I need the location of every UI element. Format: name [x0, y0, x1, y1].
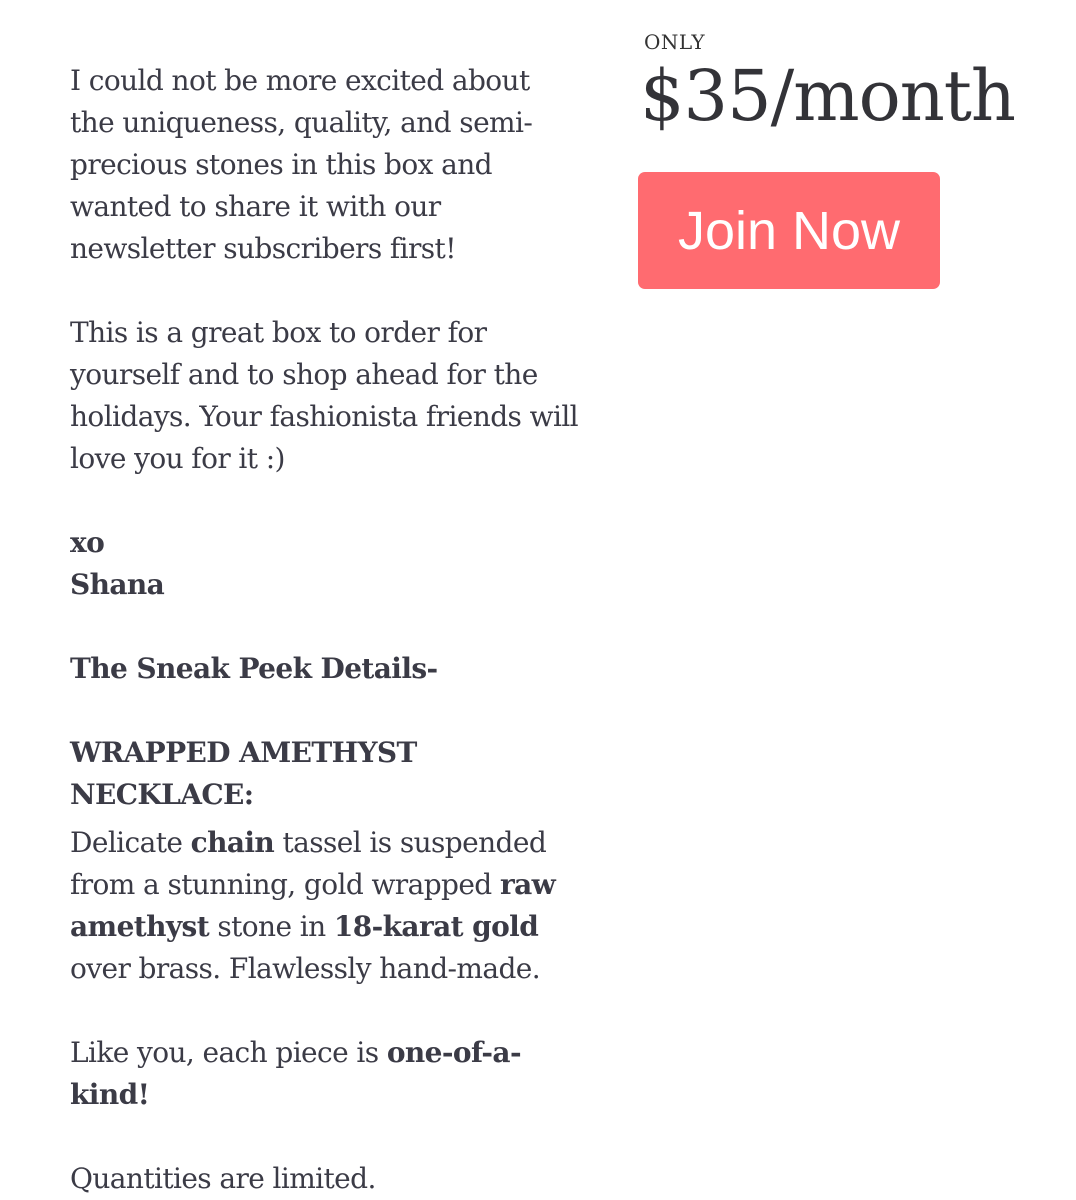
only-label: ONLY: [644, 30, 706, 54]
signoff-xo: xo: [70, 526, 105, 559]
product-description: Delicate chain tassel is suspended from a stunning, gold wrapped raw amethyst stone in 18-karat gold over brass. Flawlessly hand-made.: [70, 826, 556, 985]
pricing-panel: [640, 28, 1060, 289]
newsletter-body: [70, 60, 580, 1200]
details-heading: The Sneak Peek Details-: [70, 652, 438, 685]
intro-paragraph-1: I could not be more excited about the uniqueness, quality, and semi-precious stones in this box and wanted to share it with our newsletter subscribers first!: [70, 64, 533, 265]
product-title: WRAPPED AMETHYST NECKLACE:: [70, 736, 417, 811]
signoff-name: Shana: [70, 568, 165, 601]
limited-paragraph: Quantities are limited.: [70, 1162, 376, 1195]
unique-paragraph: Like you, each piece is one-of-a-kind!: [70, 1036, 521, 1111]
join-now-button[interactable]: Join Now: [638, 172, 940, 289]
signoff: [70, 522, 580, 606]
price: $35/month: [640, 55, 1016, 137]
intro-paragraph-2: This is a great box to order for yourself and to shop ahead for the holidays. Your fashionista friends will love you for it :): [70, 316, 579, 475]
